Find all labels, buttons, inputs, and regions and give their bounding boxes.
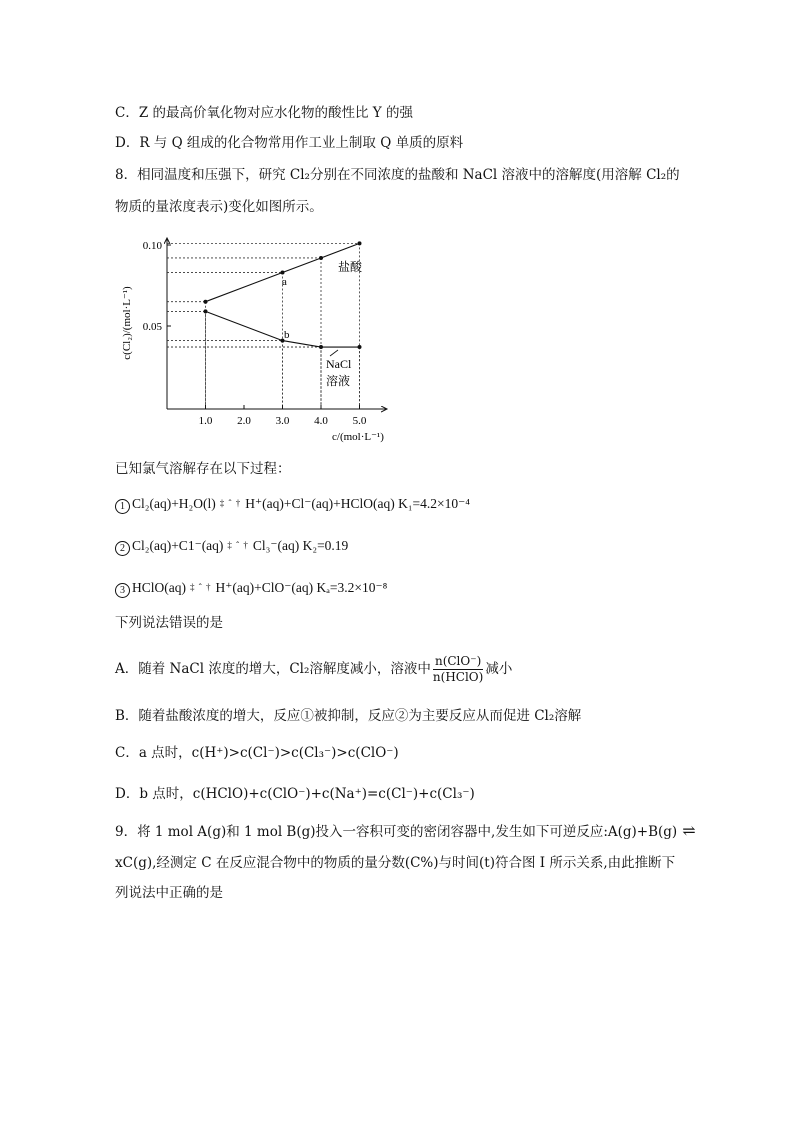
data-point bbox=[204, 300, 208, 304]
question-prompt: 下列说法错误的是 bbox=[115, 615, 223, 631]
point-label-b: b bbox=[284, 329, 290, 341]
data-point bbox=[204, 309, 208, 313]
known-process: 已知氯气溶解存在以下过程： bbox=[115, 461, 291, 477]
fraction-denominator: n(HClO) bbox=[432, 670, 484, 684]
equation-1 bbox=[115, 494, 470, 514]
equation-3-number: 3 bbox=[115, 583, 130, 598]
equation-2-right: Cl₃⁻(aq) K₂=0.19 bbox=[252, 538, 349, 553]
data-point bbox=[319, 345, 323, 349]
data-point bbox=[358, 241, 362, 245]
series-label-hcl: 盐酸 bbox=[338, 260, 363, 274]
question-8-line-1: 8．相同温度和压强下，研究 Cl₂分别在不同浓度的盐酸和 NaCl 溶液中的溶解度(用溶解 Cl₂的 bbox=[115, 167, 680, 183]
y-tick-label: 0.05 bbox=[142, 321, 162, 333]
equation-1-right: H⁺(aq)+Cl⁻(aq)+HClO(aq) K₁=4.2×10⁻⁴ bbox=[245, 496, 470, 511]
question-9-text: 9．将 1 mol A(g)和 1 mol B(g)投入一容积可变的密闭容器中,发生如下可逆反应:A(g)+B(g) bbox=[115, 824, 678, 840]
option-d2: D．b 点时，c(HClO)+c(ClO⁻)+c(Na⁺)=c(Cl⁻)+c(Cl₃⁻) bbox=[115, 786, 475, 802]
equation-3-right: H⁺(aq)+ClO⁻(aq) Kₐ=3.2×10⁻⁸ bbox=[215, 580, 388, 595]
option-c2: C．a 点时，c(H⁺)>c(Cl⁻)>c(Cl₃⁻)>c(ClO⁻) bbox=[115, 745, 399, 761]
equation-1-number: 1 bbox=[115, 499, 130, 514]
x-axis-label: c/(mol·L⁻¹) bbox=[332, 431, 384, 443]
option-b: B．随着盐酸浓度的增大，反应①被抑制，反应②为主要反应从而促进 Cl₂溶解 bbox=[115, 708, 582, 724]
question-8-line-2: 物质的量浓度表示)变化如图所示。 bbox=[115, 199, 323, 215]
data-point bbox=[281, 271, 285, 275]
x-tick-label: 2.0 bbox=[237, 415, 251, 427]
x-tick-label: 4.0 bbox=[314, 415, 328, 427]
equation-2-left: Cl₂(aq)+C1⁻(aq) bbox=[132, 538, 224, 553]
option-a-tail: 减小 bbox=[485, 661, 513, 677]
equation-3-arrow: ‡ ˆ † bbox=[190, 582, 212, 592]
option-c: C．Z 的最高价氧化物对应水化物的酸性比 Y 的强 bbox=[115, 105, 413, 121]
question-9-line-2: xC(g),经测定 C 在反应混合物中的物质的量分数(C%)与时间(t)符合图 I 所示关系,由此推断下 bbox=[115, 855, 676, 871]
equation-3 bbox=[115, 578, 387, 598]
equation-2-arrow: ‡ ˆ † bbox=[227, 540, 249, 550]
solubility-chart bbox=[112, 228, 402, 448]
option-a bbox=[115, 652, 512, 686]
option-d: D．R 与 Q 组成的化合物常用作工业上制取 Q 单质的原料 bbox=[115, 135, 464, 151]
chart-svg bbox=[112, 228, 402, 448]
equation-1-arrow: ‡ ˆ † bbox=[219, 498, 242, 508]
equation-2 bbox=[115, 536, 348, 556]
fraction-numerator: n(ClO⁻) bbox=[433, 654, 483, 670]
nacl-label-leader bbox=[330, 350, 338, 356]
option-a-fraction bbox=[433, 654, 483, 685]
x-tick-label: 1.0 bbox=[198, 415, 213, 427]
equation-3-left: HClO(aq) bbox=[132, 580, 186, 595]
option-a-text: A．随着 NaCl 浓度的增大，Cl₂溶解度减小，溶液中 bbox=[115, 661, 431, 677]
data-point bbox=[319, 256, 323, 260]
equation-1-left: Cl₂(aq)+H₂O(l) bbox=[132, 496, 216, 511]
equation-2-number: 2 bbox=[115, 541, 130, 556]
x-tick-label: 5.0 bbox=[352, 415, 367, 427]
series-label-nacl-1: NaCl bbox=[326, 357, 352, 371]
data-point bbox=[358, 345, 362, 349]
reversible-arrow-icon: ⇌ bbox=[677, 821, 696, 840]
question-9-line-3: 列说法中正确的是 bbox=[115, 885, 223, 901]
y-tick-label: 0.10 bbox=[142, 240, 162, 252]
question-9-line-1 bbox=[115, 822, 696, 841]
x-tick-label: 3.0 bbox=[275, 415, 290, 427]
point-label-a: a bbox=[282, 276, 287, 288]
y-axis-label: c(Cl₂)/(mol·L⁻¹) bbox=[121, 286, 133, 360]
series-label-nacl-2: 溶液 bbox=[326, 374, 351, 388]
